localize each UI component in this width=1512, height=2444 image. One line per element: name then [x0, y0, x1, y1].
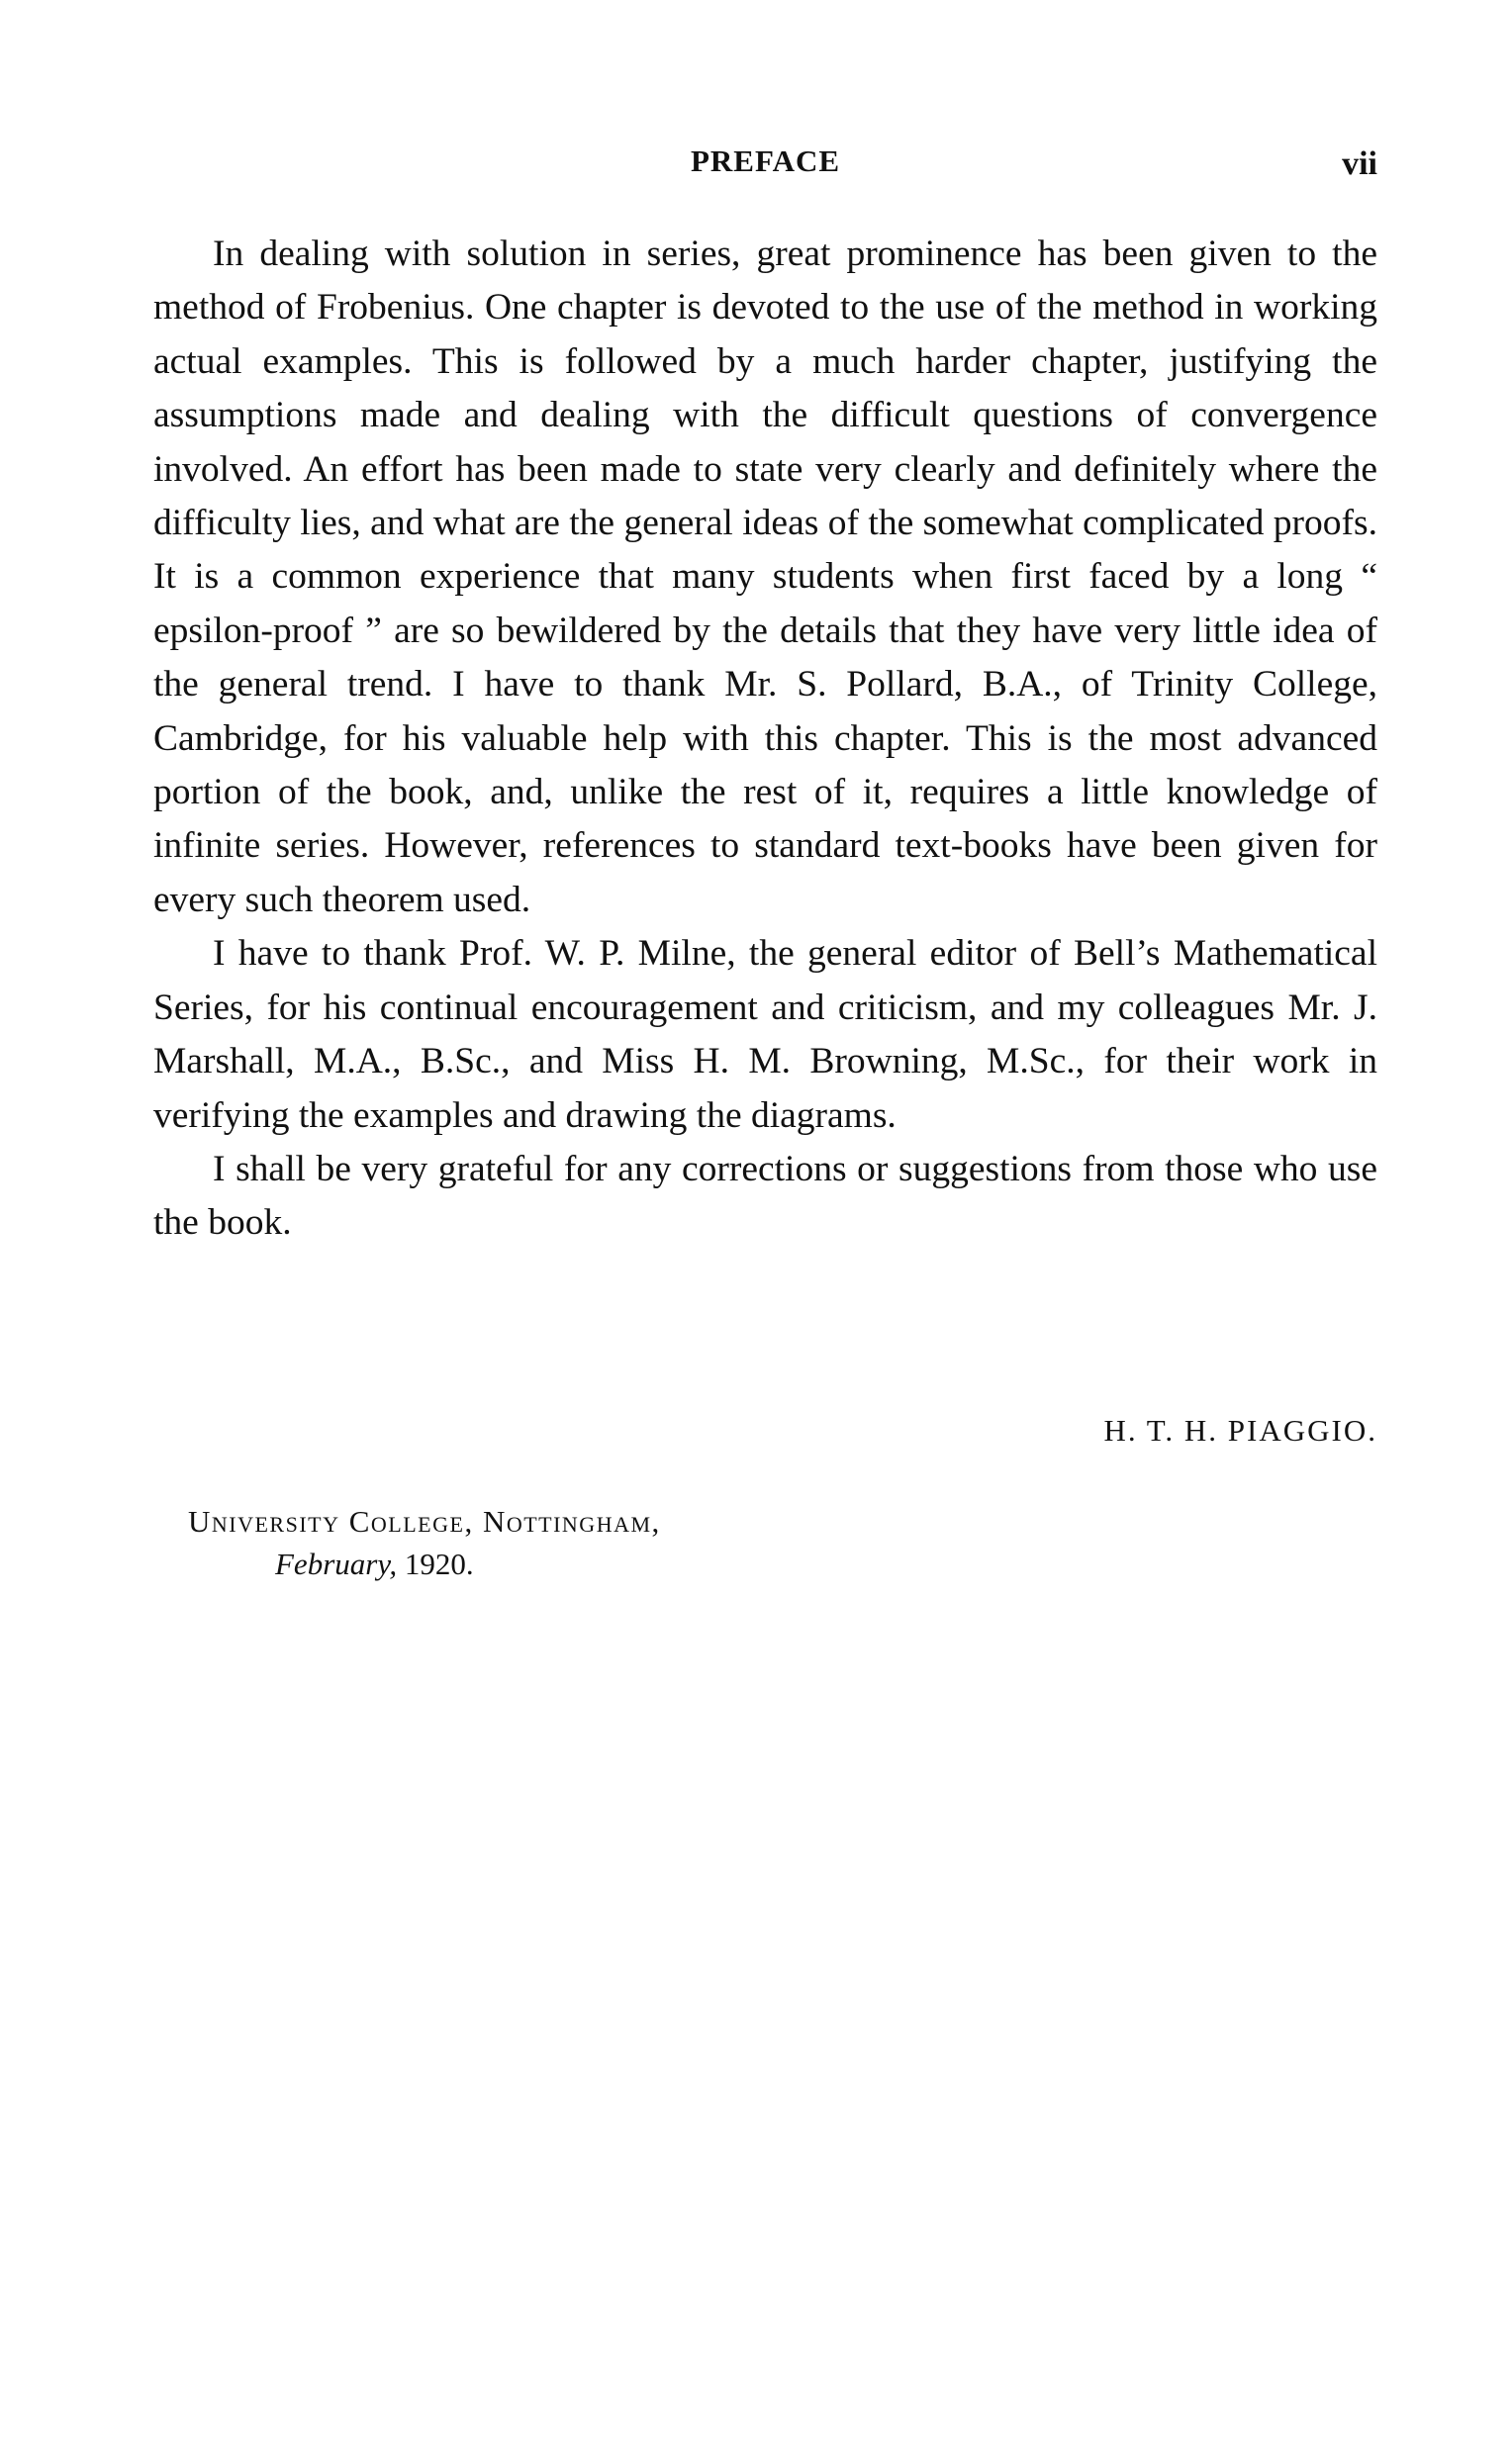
page-header — [153, 143, 1377, 193]
date-line — [275, 1547, 474, 1582]
page-title: PREFACE — [690, 143, 841, 178]
paragraph-frobenius: In dealing with solution in series, great prominence has been given to the method of Frobenius. One chapter is devoted to the use of the method in working actual examples. This is followed by a much harder chapter, justifying the assumptions made and dealing with the difficult questions of convergence involved. An effort has been made to state very clearly and definitely where the difficulty lies, and what are the general ideas of the somewhat complicated proofs. It is a common experience that many students when first faced by a long “ epsilon-proof ” are so bewildered by the details that they have very little idea of the general trend. I have to thank Mr. S. Pollard, B.A., of Trinity College, Cambridge, for his valuable help with this chapter. This is the most advanced portion of the book, and, unlike the rest of it, requires a little knowledge of infinite series. However, references to standard text-books have been given for every such theorem used. — [153, 234, 1377, 920]
page-number: vii — [1342, 145, 1377, 182]
paragraph-acknowledgements: I have to thank Prof. W. P. Milne, the general editor of Bell’s Mathematical Series, for his continual encouragement and criticism, and my colleagues Mr. J. Marshall, M.A., B.Sc., and Miss H. M. Browning, M.Sc., for their work in verifying the examples and drawing the diagrams. — [153, 933, 1377, 1136]
date-year: 1920. — [404, 1547, 474, 1581]
author-signature: H. T. H. PIAGGIO. — [1103, 1413, 1377, 1448]
paragraph-corrections: I shall be very grateful for any corrections or suggestions from those who use the book. — [153, 1148, 1377, 1244]
preface-body — [153, 228, 1377, 1251]
date-month: February, — [275, 1547, 398, 1581]
place-line: University College, Nottingham, — [188, 1504, 661, 1539]
